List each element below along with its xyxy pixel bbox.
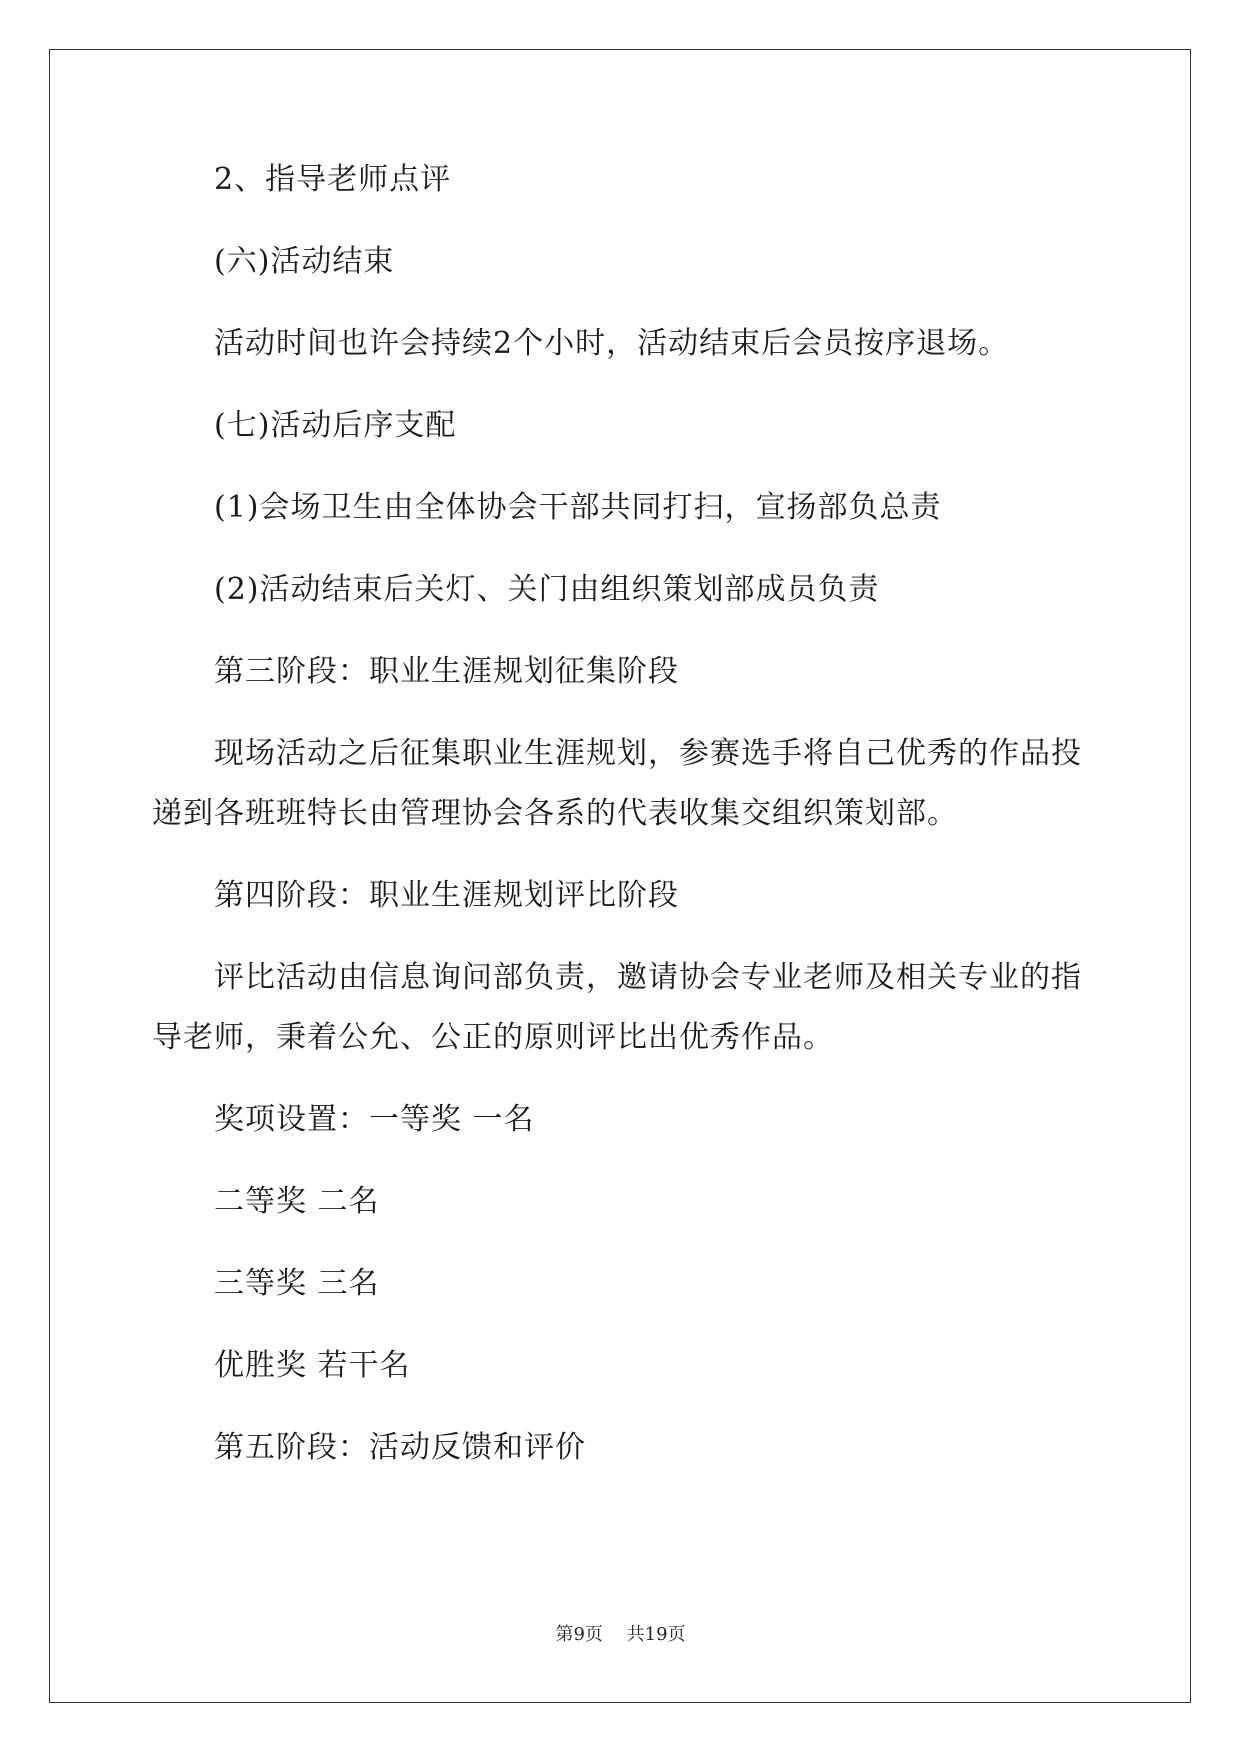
paragraph: 2、指导老师点评 (214, 162, 452, 197)
paragraph: 活动时间也许会持续2个小时，活动结束后会员按序退场。 (214, 326, 1010, 361)
page-number: 第9页 (555, 1624, 603, 1645)
stage-heading: 第五阶段：活动反馈和评价 (214, 1430, 586, 1465)
award-item: 优胜奖 若干名 (214, 1348, 411, 1383)
paragraph: (2)活动结束后关灯、关门由组织策划部成员负责 (214, 572, 880, 607)
award-settings: 奖项设置：一等奖 一名 (214, 1102, 535, 1137)
paragraph-continuation: 导老师，秉着公允、公正的原则评比出优秀作品。 (152, 1020, 834, 1055)
stage-heading: 第三阶段：职业生涯规划征集阶段 (214, 654, 679, 689)
paragraph-continuation: 递到各班班特长由管理协会各系的代表收集交组织策划部。 (152, 796, 958, 831)
paragraph: (1)会场卫生由全体协会干部共同打扫，宣扬部负总责 (214, 490, 942, 525)
section-heading: (六)活动结束 (214, 244, 395, 279)
paragraph: 现场活动之后征集职业生涯规划，参赛选手将自己优秀的作品投 (214, 736, 1082, 771)
document-body (152, 160, 1092, 1510)
paragraph: 评比活动由信息询问部负责，邀请协会专业老师及相关专业的指 (214, 960, 1082, 995)
page-total: 共19页 (626, 1624, 686, 1645)
award-item: 三等奖 三名 (214, 1266, 380, 1301)
award-item: 二等奖 二名 (214, 1184, 380, 1219)
stage-heading: 第四阶段：职业生涯规划评比阶段 (214, 878, 679, 913)
section-heading: (七)活动后序支配 (214, 408, 457, 443)
page-footer (0, 1620, 1241, 1646)
